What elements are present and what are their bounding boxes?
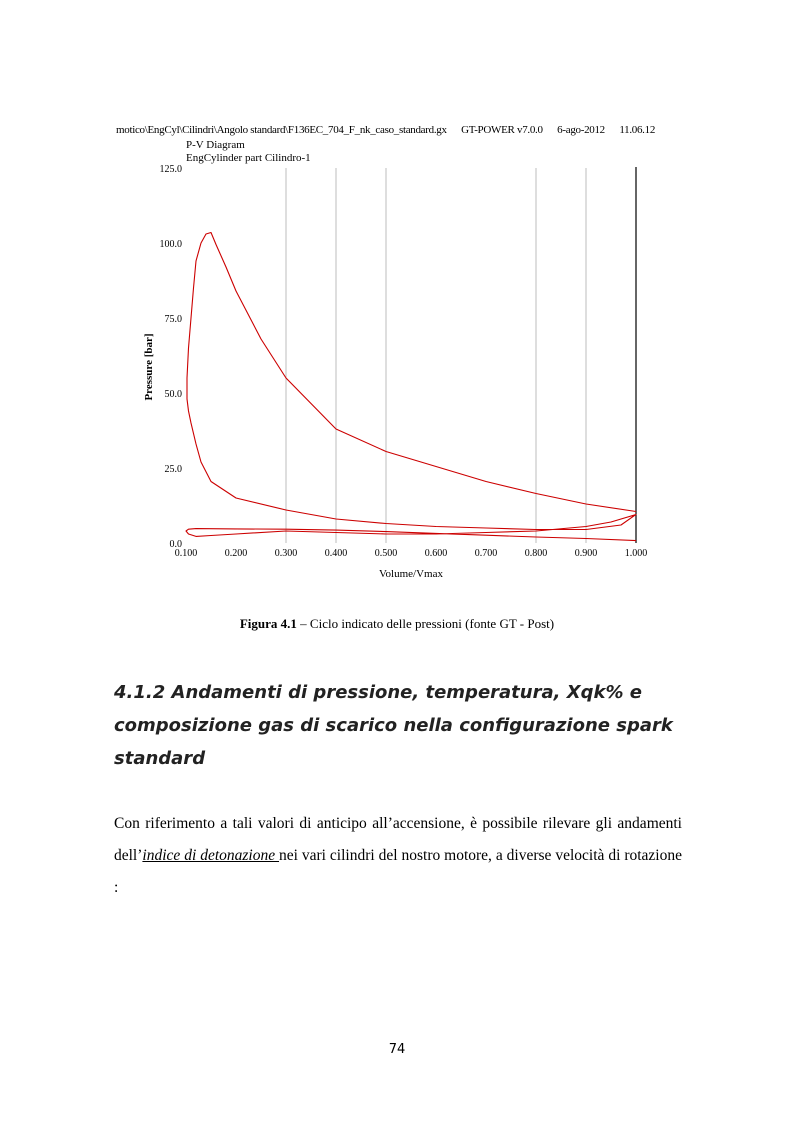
y-tick-label-5: 125.0 <box>159 164 182 175</box>
x-tick-label-5: 0.600 <box>424 548 448 559</box>
x-tick-label-0: 0.100 <box>174 548 198 559</box>
x-tick-labels <box>175 548 648 559</box>
section-heading: 4.1.2 Andamenti di pressione, temperatura, Xqk% e composizione gas di scarico nella configurazione spark standard <box>114 682 673 769</box>
paragraph-part2: nei vari cilindri del nostro motore, a diverse velocità di rotazione : <box>114 847 682 896</box>
x-tick-label-9: 1.000 <box>624 548 648 559</box>
y-axis-label: Pressure [bar] <box>143 333 155 401</box>
plot-header-software: GT-POWER v7.0.0 <box>461 124 543 136</box>
y-tick-label-4: 100.0 <box>159 239 182 250</box>
y-tick-label-1: 25.0 <box>164 464 182 475</box>
plot-header-time: 11.06.12 <box>619 124 656 136</box>
page-number: 74 <box>388 1042 406 1057</box>
x-tick-label-2: 0.300 <box>274 548 298 559</box>
x-tick-label-8: 0.900 <box>574 548 598 559</box>
chart-title: P-V Diagram <box>186 139 245 151</box>
figure-caption <box>0 616 794 632</box>
y-tick-label-0: 0.0 <box>169 539 182 550</box>
chart-subtitle: EngCylinder part Cilindro-1 <box>186 152 311 164</box>
x-axis-label: Volume/Vmax <box>379 568 443 580</box>
y-tick-label-2: 50.0 <box>164 389 182 400</box>
paragraph-part1: Con riferimento a tali valori di anticipo all’accensione, è possibile rilevare gli andamenti dell’ <box>114 815 682 864</box>
x-tick-label-4: 0.500 <box>374 548 398 559</box>
y-tick-labels <box>160 164 183 550</box>
indice-di-detonazione-link[interactable]: indice di detonazione <box>142 847 280 864</box>
y-tick-label-3: 75.0 <box>164 314 182 325</box>
x-tick-label-6: 0.700 <box>474 548 498 559</box>
plot-header-date: 6-ago-2012 <box>557 124 605 136</box>
chart-gridlines <box>286 168 586 543</box>
chart-series <box>186 233 636 541</box>
figure-caption-label: Figura 4.1 <box>239 616 297 631</box>
x-tick-label-7: 0.800 <box>524 548 548 559</box>
body-paragraph <box>114 808 682 904</box>
x-tick-label-1: 0.200 <box>224 548 248 559</box>
figure-caption-text: – Ciclo indicato delle pressioni (fonte GT - Post) <box>296 616 555 631</box>
series-line-0 <box>186 233 636 541</box>
x-tick-label-3: 0.400 <box>324 548 348 559</box>
plot-header-path: motico\EngCyl\Cilindri\Angolo standard\F136EC_704_F_nk_caso_standard.gx <box>116 124 447 136</box>
